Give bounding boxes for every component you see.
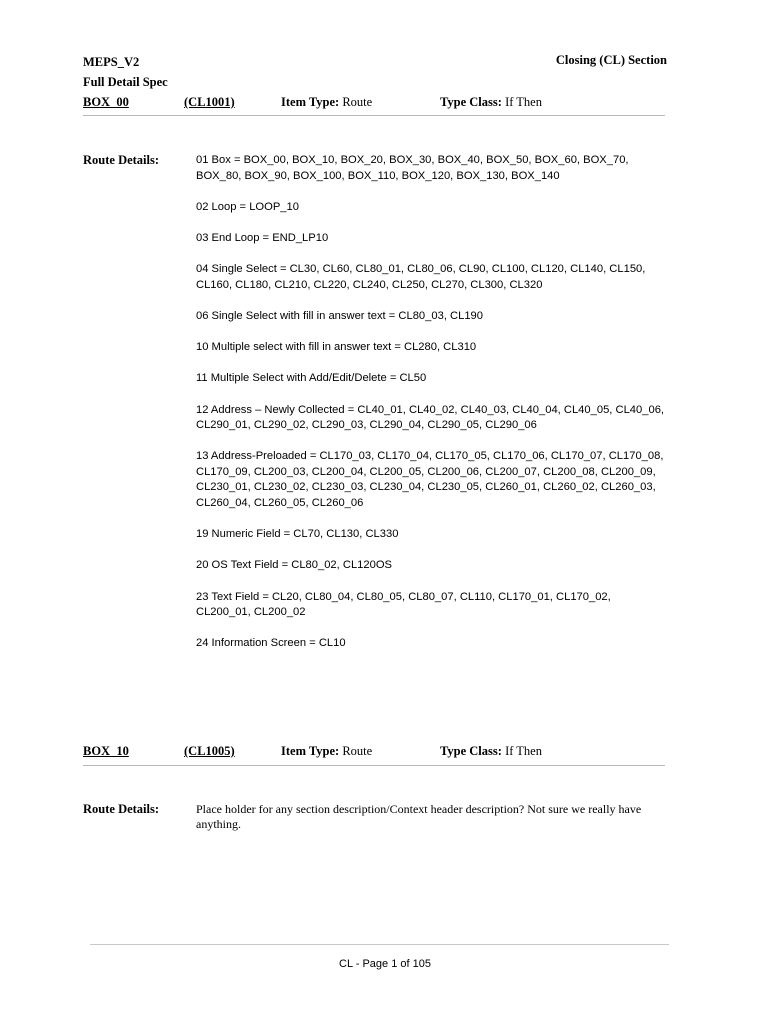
item-code: (CL1005) [184,744,235,758]
route-detail: 13 Address-Preloaded = CL170_03, CL170_04, CL170_05, CL170_06, CL170_07, CL170_08, CL170_09, CL200_03, CL200_04, CL200_05, CL200_06, CL200_07, CL200_08, CL200_09, CL230_01, CL230_02, CL230_03, CL230_04, CL230_05, CL260_01, CL260_02, CL260_03, CL260_04, CL260_05, CL260_06 [196,450,664,510]
item-divider [83,115,665,116]
route-detail: 12 Address – Newly Collected = CL40_01, CL40_02, CL40_03, CL40_04, CL40_05, CL40_06, CL290_01, CL290_02, CL290_03, CL290_04, CL290_05, CL290_06 [196,403,665,432]
item-code: (CL1001) [184,95,235,109]
document-type: Full Detail Spec [83,75,168,89]
type-class-value: If Then [505,744,542,758]
type-class-value: If Then [505,95,542,109]
type-class-label: Type Class: [440,744,502,758]
item-header-row [83,95,665,111]
item-type-label: Item Type: [281,95,340,109]
route-detail: 19 Numeric Field = CL70, CL130, CL330 [196,528,399,541]
box-id: BOX_10 [83,744,129,758]
route-detail: 06 Single Select with fill in answer text = CL80_03, CL190 [196,309,484,322]
item-header-row [83,744,665,760]
route-detail: 04 Single Select = CL30, CL60, CL80_01, CL80_06, CL90, CL100, CL120, CL140, CL150, CL160, CL180, CL210, CL220, CL240, CL250, CL270, CL300, CL320 [196,263,646,291]
type-class-label: Type Class: [440,95,502,109]
item-type-label: Item Type: [281,744,340,758]
item-type [281,95,372,110]
box-id: BOX_00 [83,95,129,109]
route-detail: 10 Multiple select with fill in answer text = CL280, CL310 [196,341,477,354]
document-id: MEPS_V2 [83,55,140,69]
document-header-left [83,52,168,92]
item-type-value: Route [342,744,373,758]
route-details-text: Place holder for any section description/Context header description? Not sure we really have anything. [196,802,642,832]
route-details-label: Route Details: [83,153,160,167]
route-detail: 20 OS Text Field = CL80_02, CL120OS [196,559,393,572]
footer-divider [90,944,669,945]
item-type-value: Route [342,95,373,109]
route-detail: 01 Box = BOX_00, BOX_10, BOX_20, BOX_30, BOX_40, BOX_50, BOX_60, BOX_70, BOX_80, BOX_90, BOX_100, BOX_110, BOX_120, BOX_130, BOX_140 [196,154,629,182]
section-title: Closing (CL) Section [555,53,667,67]
route-details-list [196,153,666,668]
type-class [440,95,542,110]
route-detail: 02 Loop = LOOP_10 [196,200,299,213]
route-details-label: Route Details: [83,802,160,816]
type-class [440,744,542,759]
page-number: CL - Page 1 of 105 [339,958,431,970]
item-divider [83,765,665,766]
item-type [281,744,372,759]
route-detail: 03 End Loop = END_LP10 [196,231,329,244]
route-detail: 11 Multiple Select with Add/Edit/Delete = CL50 [196,372,427,385]
route-detail: 24 Information Screen = CL10 [196,637,346,650]
route-detail: 23 Text Field = CL20, CL80_04, CL80_05, CL80_07, CL110, CL170_01, CL170_02, CL200_01, CL200_02 [196,590,611,619]
